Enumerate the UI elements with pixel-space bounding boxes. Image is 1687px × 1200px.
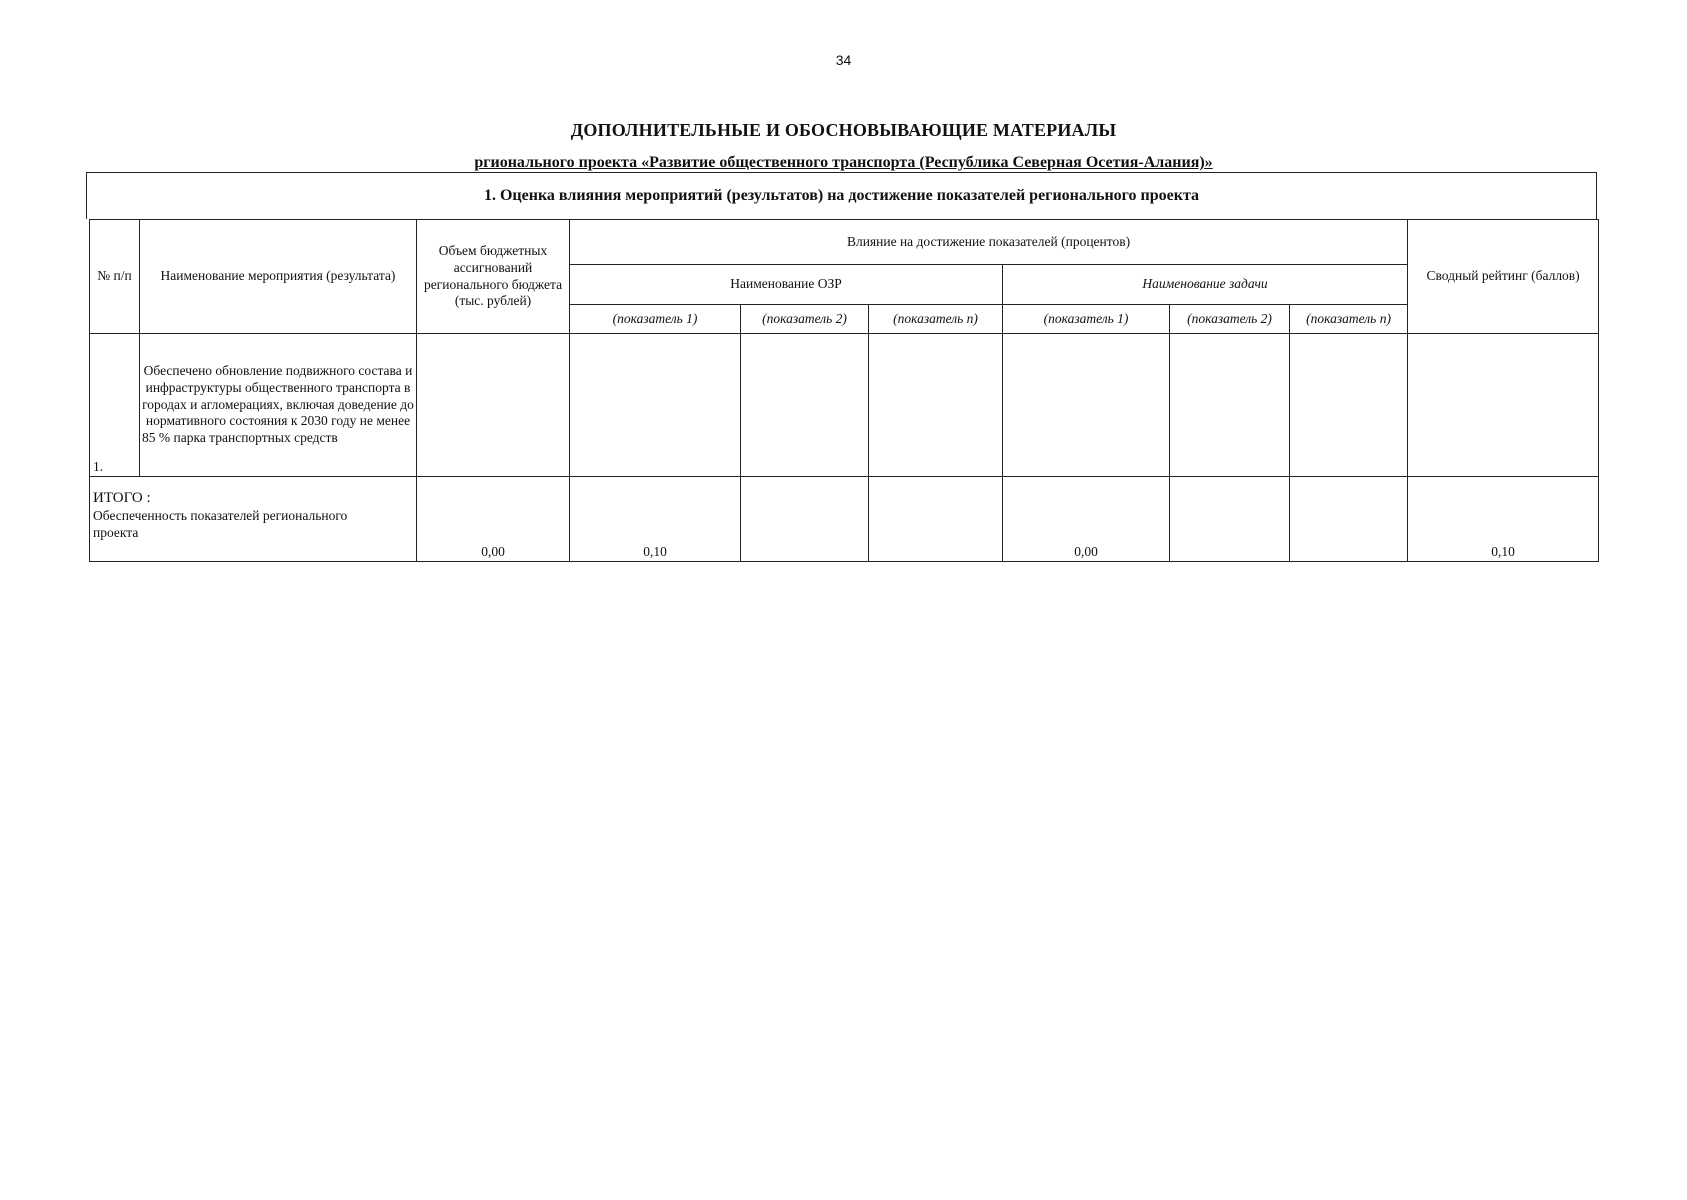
total-ozr-ind2-cell: [741, 477, 869, 562]
total-ozr-ind1: 0,10: [570, 477, 741, 562]
header-ozr: Наименование ОЗР: [570, 265, 1003, 305]
row-budget-cell: [417, 334, 570, 477]
total-row: [90, 477, 1599, 562]
row-number: 1.: [90, 334, 140, 477]
header-impact: Влияние на достижение показателей (процентов): [570, 220, 1408, 265]
header-ozr-indicator-n: (показатель n): [869, 305, 1003, 334]
row-name: Обеспечено обновление подвижного состава и инфраструктуры общественного транспорта в городах и агломерациях, включая доведение до нормативного состояния к 2030 году не менее 85 % парка транспортных средств: [140, 334, 417, 477]
row-task-indn-cell: [1290, 334, 1408, 477]
table-row: [90, 334, 1599, 477]
row-task-ind2-cell: [1170, 334, 1290, 477]
header-ozr-indicator-1: (показатель 1): [570, 305, 741, 334]
total-budget: 0,00: [417, 477, 570, 562]
document-subtitle: [0, 154, 1687, 172]
total-task-indn-cell: [1290, 477, 1408, 562]
assessment-table: [89, 219, 1599, 562]
subtitle-text: ргионального проекта «Развитие общественного транспорта (Республика Северная Осетия-Алания)»: [474, 154, 1213, 171]
header-task-indicator-n: (показатель n): [1290, 305, 1408, 334]
row-ozr-indn-cell: [869, 334, 1003, 477]
total-ozr-indn-cell: [869, 477, 1003, 562]
row-ozr-ind1-cell: [570, 334, 741, 477]
total-rating: 0,10: [1408, 477, 1599, 562]
header-task-indicator-1: (показатель 1): [1003, 305, 1170, 334]
total-label: ИТОГО :: [93, 490, 151, 506]
document-title: ДОПОЛНИТЕЛЬНЫЕ И ОБОСНОВЫВАЮЩИЕ МАТЕРИАЛЫ: [570, 120, 1117, 140]
total-task-ind2-cell: [1170, 477, 1290, 562]
header-name: Наименование мероприятия (результата): [140, 220, 417, 334]
total-task-ind1: 0,00: [1003, 477, 1170, 562]
row-ozr-ind2-cell: [741, 334, 869, 477]
header-row-1: [90, 220, 1599, 265]
header-task-indicator-2: (показатель 2): [1170, 305, 1290, 334]
total-sublabel: Обеспеченность показателей регионального проекта: [93, 507, 348, 540]
section-heading: 1. Оценка влияния мероприятий (результатов) на достижение показателей регионального проекта: [86, 172, 1597, 219]
header-ozr-indicator-2: (показатель 2): [741, 305, 869, 334]
header-number: № п/п: [90, 220, 140, 334]
header-rating: Сводный рейтинг (баллов): [1408, 220, 1599, 334]
row-task-ind1-cell: [1003, 334, 1170, 477]
row-rating-cell: [1408, 334, 1599, 477]
page-number: 34: [835, 52, 852, 68]
header-budget: Объем бюджетных ассигнований регионального бюджета (тыс. рублей): [417, 220, 570, 334]
total-label-cell: [90, 477, 417, 562]
header-task: Наименование задачи: [1003, 265, 1408, 305]
